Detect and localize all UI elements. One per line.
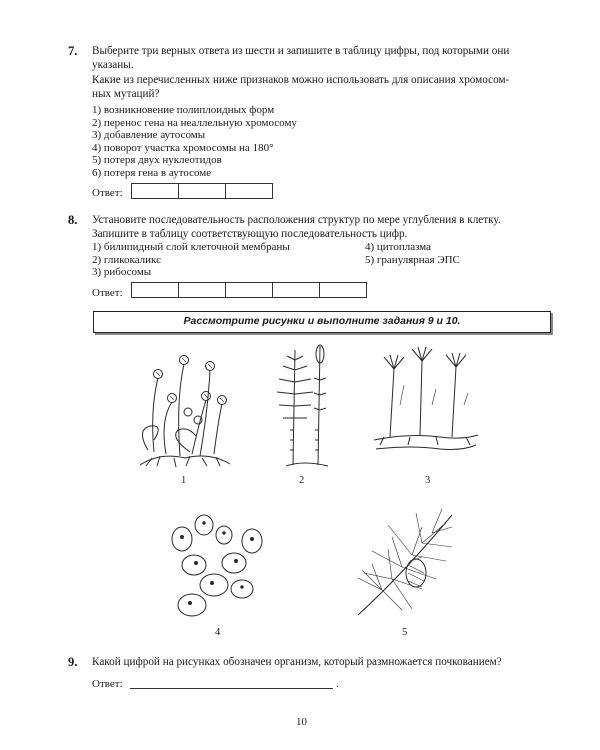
figure-4-yeast-illustration [162,505,277,620]
figure-2-horsetail-illustration [268,340,338,470]
q7-answer-label: Ответ: [92,187,123,199]
q8-option-4: 4) цитоплазма [365,241,432,253]
q8-answer-cell[interactable] [131,282,179,298]
q9-answer-line[interactable] [130,688,333,689]
q9-answer-suffix: . [336,678,339,690]
q7-option-3: 3) добавление аутосомы [92,129,206,141]
q8-answer-table[interactable] [132,282,367,298]
figure-2-label: 2 [299,475,305,486]
figure-1-label: 1 [181,475,187,486]
figure-5-pine-illustration [352,495,467,620]
q7-answer-table[interactable] [132,183,273,199]
figure-5-label: 5 [402,627,408,638]
q7-option-6: 6) потеря гена в аутосоме [92,166,212,179]
q7-answer-cell[interactable] [178,183,226,199]
q8-option-2: 2) гликокаликс [92,253,162,266]
page-number: 10 [296,716,307,728]
figure-3-label: 3 [425,475,431,486]
q7-answer-cell[interactable] [225,183,273,199]
q8-instruction [92,213,562,241]
q7-question [92,73,562,101]
q7-option-5: 5) потеря двух нуклеотидов [92,154,222,166]
figures-banner: Рассмотрите рисунки и выполните задания 9 и 10. [93,311,551,333]
q7-instruction [92,44,562,72]
q8-option-3: 3) рибосомы [92,266,152,278]
q7-instruction-line-1: Выберите три верных ответа из шести и запишите в таблицу цифры, под которыми они [92,45,510,57]
q7-question-line-2: ных мутаций? [92,88,160,100]
q7-option-1: 1) возникновение полиплоидных форм [92,104,275,116]
q9-question: Какой цифрой на рисунках обозначен организм, который размножается почкованием? [92,656,502,668]
q9-number: 9. [68,655,78,669]
q7-answer-cell[interactable] [131,183,179,199]
q8-options-left [92,241,290,279]
q8-answer-cell[interactable] [272,282,320,298]
q7-instruction-line-2: указаны. [92,59,134,71]
q8-instruction-line-1: Установите последовательность расположения структур по мере углубления в клетку. [92,214,501,226]
q8-instruction-line-2: Запишите в таблицу соответствующую последовательность цифр. [92,228,408,240]
figure-4-label: 4 [215,627,221,638]
q7-option-2: 2) перенос гена на неаллельную хромосому [92,116,297,129]
q8-option-1: 1) билипидный слой клеточной мембраны [92,241,290,253]
figure-3-penicillium-illustration [370,345,480,465]
q8-answer-cell[interactable] [225,282,273,298]
q7-options [92,104,297,179]
q9-answer-label: Ответ: [92,678,123,690]
figure-1-mucor-illustration [130,340,240,470]
q8-number: 8. [68,213,78,227]
q7-option-4: 4) поворот участка хромосомы на 180° [92,141,274,154]
q7-question-line-1: Какие из перечисленных ниже признаков можно использовать для описания хромосом- [92,74,510,86]
q8-option-5: 5) гранулярная ЭПС [365,253,460,266]
q7-number: 7. [68,44,78,58]
q8-answer-label: Ответ: [92,287,123,299]
q8-answer-cell[interactable] [178,282,226,298]
q8-options-right [365,241,460,266]
q8-answer-cell[interactable] [319,282,367,298]
